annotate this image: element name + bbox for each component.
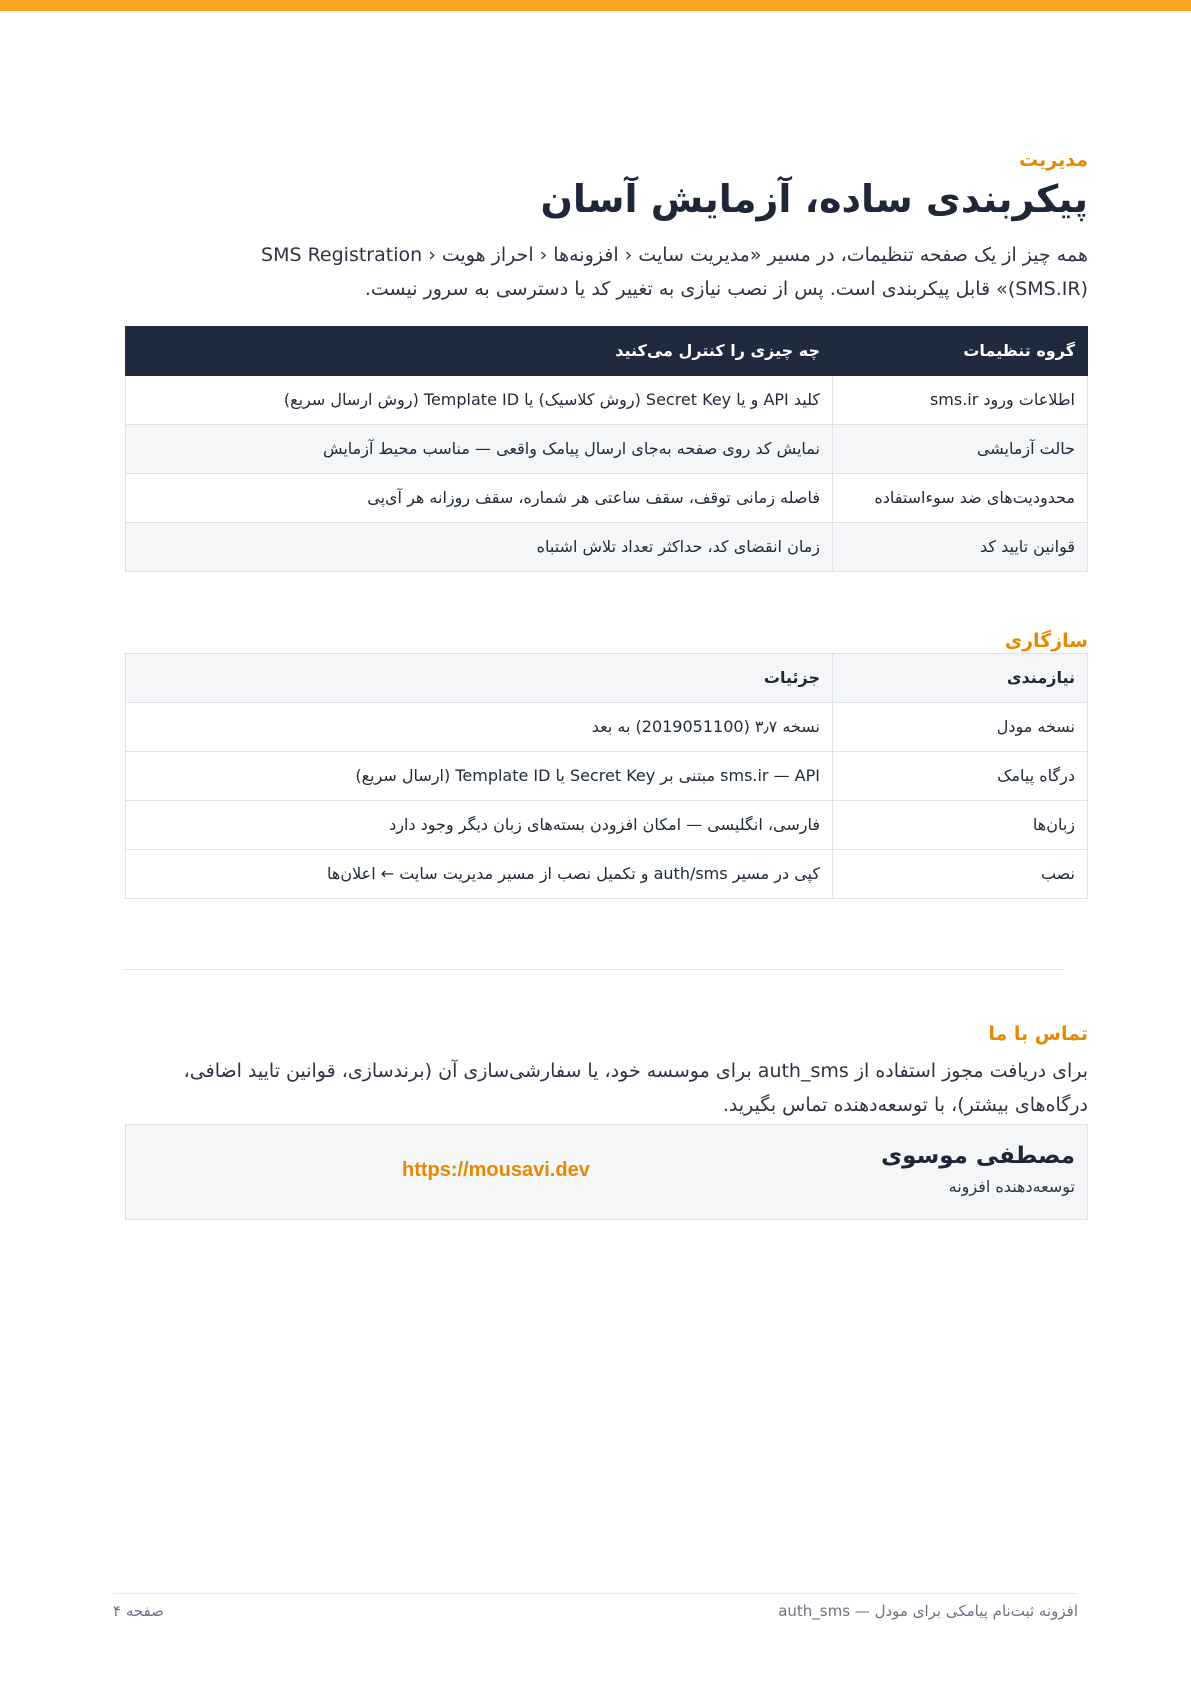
details-cell: کپی در مسیر auth/sms و تکمیل نصب از مسیر مدیریت سایت ← اعلان‌ها (126, 850, 833, 899)
top-accent-bar (0, 0, 1191, 11)
website-link[interactable]: https://mousavi.dev (402, 1159, 590, 1181)
setting-description-cell: فاصله زمانی توقف، سقف ساعتی هر شماره، سقف روزانه هر آی‌پی (126, 474, 833, 523)
details-cell: sms.ir — API مبتنی بر Secret Key یا Template ID (ارسال سریع) (126, 752, 833, 801)
column-header-group: گروه تنظیمات (833, 327, 1088, 376)
intro-paragraph: همه چیز از یک صفحه تنظیمات، در مسیر «مدیریت سایت ‹ افزونه‌ها ‹ احراز هویت ‹ SMS Registration (SMS.IR)» قابل پیکربندی است. پس از نصب نیازی به تغییر کد یا دسترسی به سرور نیست. (261, 244, 1088, 300)
column-header-control: چه چیزی را کنترل می‌کنید (126, 327, 833, 376)
compatibility-section (125, 629, 1088, 899)
developer-name: مصطفی موسوی (881, 1143, 1075, 1169)
contact-section (125, 1022, 1088, 1220)
setting-group-cell: اطلاعات ورود sms.ir (833, 376, 1088, 425)
table-row (126, 376, 1088, 425)
table-header-row (126, 654, 1088, 703)
footer-divider (113, 1593, 1076, 1594)
contact-card (125, 1124, 1088, 1220)
developer-role: توسعه‌دهنده افزونه (948, 1177, 1075, 1196)
setting-group-cell: محدودیت‌های ضد سوءاستفاده (833, 474, 1088, 523)
details-cell: فارسی، انگلیسی — امکان افزودن بسته‌های زبان دیگر وجود دارد (126, 801, 833, 850)
column-header-requirement: نیازمندی (833, 654, 1088, 703)
requirement-cell: نسخه مودل (833, 703, 1088, 752)
table-row (126, 752, 1088, 801)
table-header-row (126, 327, 1088, 376)
table-row (126, 523, 1088, 572)
requirement-cell: درگاه پیامک (833, 752, 1088, 801)
setting-group-cell: حالت آزمایشی (833, 425, 1088, 474)
footer-document-title: افزونه ثبت‌نام پیامکی برای مودل — auth_sms (778, 1602, 1078, 1620)
contact-paragraph: برای دریافت مجوز استفاده از auth_sms برای موسسه خود، یا سفارشی‌سازی آن (برندسازی، قوانین تایید اضافی، درگاه‌های بیشتر)، با توسعه‌دهنده تماس بگیرید. (183, 1060, 1088, 1116)
table-row (126, 801, 1088, 850)
page-title: پیکربندی ساده، آزمایش آسان (540, 177, 1088, 221)
setting-group-cell: قوانین تایید کد (833, 523, 1088, 572)
table-row (126, 703, 1088, 752)
requirement-cell: زبان‌ها (833, 801, 1088, 850)
details-cell: نسخه ۳٫۷ (2019051100) به بعد (126, 703, 833, 752)
table-row (126, 474, 1088, 523)
section-heading: تماس با ما (988, 1023, 1088, 1045)
page-number: صفحه ۴ (113, 1602, 164, 1620)
section-divider (124, 969, 1064, 970)
section-eyebrow: مدیریت (1019, 149, 1088, 171)
table-row (126, 850, 1088, 899)
column-header-details: جزئیات (126, 654, 833, 703)
setting-description-cell: کلید API و یا Secret Key (روش کلاسیک) یا Template ID (روش ارسال سریع) (126, 376, 833, 425)
setting-description-cell: نمایش کد روی صفحه به‌جای ارسال پیامک واقعی — مناسب محیط آزمایش (126, 425, 833, 474)
page-content (125, 148, 1088, 1220)
settings-table (125, 326, 1088, 572)
compatibility-table (125, 653, 1088, 899)
setting-description-cell: زمان انقضای کد، حداکثر تعداد تلاش اشتباه (126, 523, 833, 572)
table-row (126, 425, 1088, 474)
section-heading: سازگاری (1004, 630, 1088, 652)
requirement-cell: نصب (833, 850, 1088, 899)
